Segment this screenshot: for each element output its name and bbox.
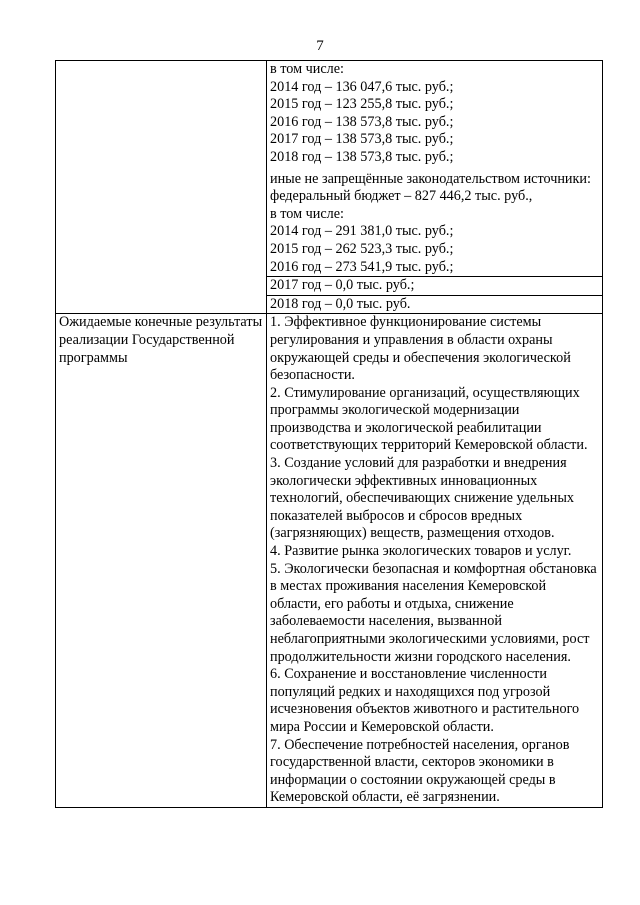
funding-line: 2016 год – 138 573,8 тыс. руб.; xyxy=(270,113,454,130)
row-label-cell: Ожидаемые конечные результаты реализации Государственной программы xyxy=(56,314,267,808)
result-item: 6. Сохранение и восстановление численности популяций редких и находящихся под угрозой исчезновения объектов животного и растительного мира России и Кемеровской области. xyxy=(270,666,580,735)
funding-line: 2015 год – 262 523,3 тыс. руб.; xyxy=(270,240,454,257)
funding-line: 2016 год – 273 541,9 тыс. руб.; xyxy=(270,258,454,275)
results-cell xyxy=(267,314,603,808)
funding-line: в том числе: xyxy=(270,61,344,77)
funding-line: 2018 год – 138 573,8 тыс. руб.; xyxy=(270,148,454,165)
page-number: 7 xyxy=(316,38,324,54)
result-item: 7. Обеспечение потребностей населения, органов государственной власти, секторов экономики в информации о состоянии окружающей среды в Кемеровской области, её загрязнении. xyxy=(270,736,570,806)
result-item: 3. Создание условий для разработки и внедрения экологически эффективных инновационных технологий, обеспечивающих снижение удельных показателей выбросов и сбросов вредных (загрязняющих) веществ, размещения отходов. xyxy=(270,455,574,542)
other-sources-heading: иные не запрещённые законодательством источники: xyxy=(270,170,591,187)
result-item: 5. Экологически безопасная и комфортная обстановка в местах проживания населения Кемеровской области, его работы и отдыха, снижение заболеваемости населения, вызванной неблагоприятными экологическими условиями, рост продолжительности жизни городского населения. xyxy=(270,560,597,665)
funding-line: 2015 год – 123 255,8 тыс. руб.; xyxy=(270,96,454,113)
result-item: 4. Развитие рынка экологических товаров и услуг. xyxy=(270,543,572,560)
funding-line: 2018 год – 0,0 тыс. руб. xyxy=(270,295,411,312)
table-row xyxy=(56,61,603,314)
row-label-cell xyxy=(56,61,267,314)
funding-line: в том числе: xyxy=(270,205,344,222)
funding-cell xyxy=(267,61,603,314)
result-item: 1. Эффективное функционирование системы регулирования и управления в области охраны окружающей среды и обеспечения экологической безопасности. xyxy=(270,314,571,384)
program-passport-table xyxy=(55,60,603,808)
result-item: 2. Стимулирование организаций, осуществляющих программы экологической модернизации производства и экологической реабилитации соответствующих территорий Кемеровской области. xyxy=(270,384,588,454)
funding-line: 2017 год – 0,0 тыс. руб.; xyxy=(270,277,415,294)
table-row xyxy=(56,314,603,808)
funding-line: 2014 год – 136 047,6 тыс. руб.; xyxy=(270,78,454,95)
funding-line: 2017 год – 138 573,8 тыс. руб.; xyxy=(270,131,454,148)
funding-line: федеральный бюджет – 827 446,2 тыс. руб., xyxy=(270,188,533,205)
funding-line: 2014 год – 291 381,0 тыс. руб.; xyxy=(270,223,454,240)
